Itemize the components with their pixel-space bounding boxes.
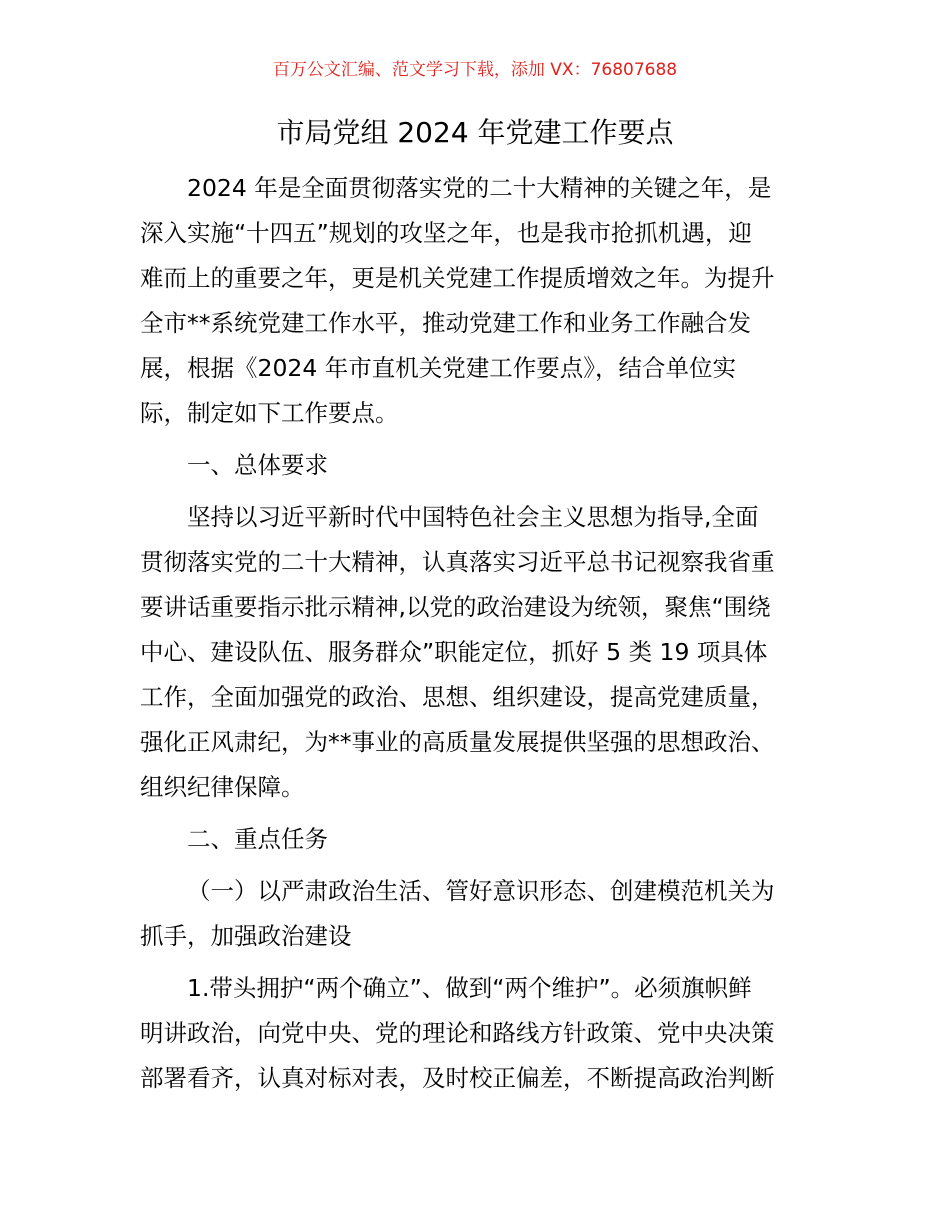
paragraph-line: 强化正风肃纪，为**事业的高质量发展提供坚强的思想政治、 xyxy=(140,728,775,756)
paragraph-line: 展，根据《2024 年市直机关党建工作要点》，结合单位实 xyxy=(140,354,737,382)
paragraph-line: 难而上的重要之年，更是机关党建工作提质增效之年。为提升 xyxy=(140,264,775,292)
document-body xyxy=(140,166,812,1101)
subsection-heading: （一）以严肃政治生活、管好意识形态、创建模范机关为 xyxy=(187,877,775,905)
section-heading: 一、总体要求 xyxy=(187,451,328,479)
paragraph-line: 工作，全面加强党的政治、思想、组织建设，提高党建质量， xyxy=(140,683,775,711)
section-heading: 二、重点任务 xyxy=(187,825,328,853)
subsection-heading: 抓手，加强政治建设 xyxy=(140,922,352,950)
page-title: 市局党组 2024 年党建工作要点 xyxy=(276,116,674,149)
paragraph-line: 坚持以习近平新时代中国特色社会主义思想为指导,全面 xyxy=(187,503,759,531)
paragraph-line: 要讲话重要指示批示精神,以党的政治建设为统领，聚焦“围绕 xyxy=(140,593,771,621)
watermark-banner: 百万公文汇编、范文学习下载，添加 VX：76807688 xyxy=(272,60,678,80)
paragraph-line: 2024 年是全面贯彻落实党的二十大精神的关键之年，是 xyxy=(187,174,772,202)
paragraph-line: 组织纪律保障。 xyxy=(140,773,305,801)
paragraph-line: 部署看齐，认真对标对表，及时校正偏差，不断提高政治判断 xyxy=(140,1064,775,1092)
paragraph-line: 1.带头拥护“两个确立”、做到“两个维护”。必须旗帜鲜 xyxy=(187,974,752,1002)
paragraph-line: 深入实施“十四五”规划的攻坚之年，也是我市抢抓机遇，迎 xyxy=(140,219,752,247)
paragraph-line: 明讲政治，向党中央、党的理论和路线方针政策、党中央决策 xyxy=(140,1019,775,1047)
paragraph-line: 全市**系统党建工作水平，推动党建工作和业务工作融合发 xyxy=(140,309,751,337)
paragraph-line: 贯彻落实党的二十大精神，认真落实习近平总书记视察我省重 xyxy=(140,548,775,576)
paragraph-line: 际，制定如下工作要点。 xyxy=(140,399,399,427)
paragraph-line: 中心、建设队伍、服务群众”职能定位，抓好 5 类 19 项具体 xyxy=(140,638,768,666)
